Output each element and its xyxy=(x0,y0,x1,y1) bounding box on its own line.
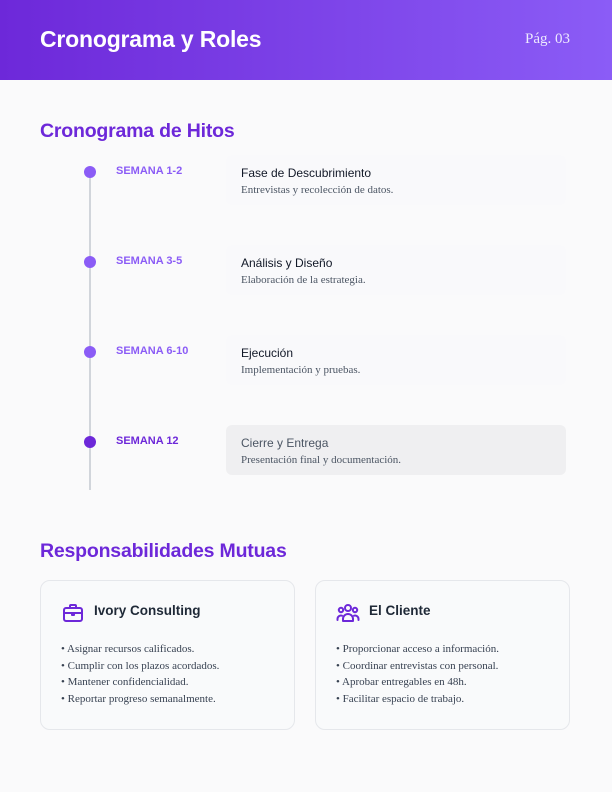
milestone-desc: Elaboración de la estrategia. xyxy=(241,274,366,286)
milestone-card xyxy=(226,155,566,205)
milestone-title: Fase de Descubrimiento xyxy=(241,166,372,180)
page-number: Pág. 03 xyxy=(525,31,570,47)
milestone-week: SEMANA 6-10 xyxy=(116,345,189,357)
page-title: Cronograma y Roles xyxy=(40,26,262,52)
milestone-card xyxy=(226,425,566,475)
milestone-title: Ejecución xyxy=(241,346,294,360)
milestone-card xyxy=(226,335,566,385)
milestone-dot xyxy=(84,256,96,268)
milestone-dot xyxy=(84,346,96,358)
responsibilities-title: Responsabilidades Mutuas xyxy=(40,540,287,562)
users-icon xyxy=(336,601,360,625)
milestone-desc: Presentación final y documentación. xyxy=(241,454,402,466)
timeline-title: Cronograma de Hitos xyxy=(40,120,235,142)
list-item: • Reportar progreso semanalmente. xyxy=(61,692,216,705)
milestone-title: Cierre y Entrega xyxy=(241,436,329,450)
milestone-4 xyxy=(0,425,612,475)
milestone-desc: Entrevistas y recolección de datos. xyxy=(241,184,394,196)
milestone-1 xyxy=(0,155,612,205)
briefcase-icon xyxy=(61,601,85,625)
responsibility-name: El Cliente xyxy=(369,603,431,618)
milestone-card xyxy=(226,245,566,295)
milestone-dot xyxy=(84,166,96,178)
milestone-week: SEMANA 12 xyxy=(116,435,179,447)
list-item: • Cumplir con los plazos acordados. xyxy=(61,659,220,672)
responsibility-card-client xyxy=(315,580,570,730)
milestone-3 xyxy=(0,335,612,385)
milestone-2 xyxy=(0,245,612,295)
responsibility-card-consultant xyxy=(40,580,295,730)
milestone-title: Análisis y Diseño xyxy=(241,256,333,270)
list-item: • Proporcionar acceso a información. xyxy=(336,643,499,655)
list-item: • Facilitar espacio de trabajo. xyxy=(336,692,465,705)
responsibility-list xyxy=(336,641,499,707)
list-item: • Mantener confidencialidad. xyxy=(61,676,189,688)
milestone-desc: Implementación y pruebas. xyxy=(241,364,361,376)
responsibility-name: Ivory Consulting xyxy=(94,603,201,618)
list-item: • Coordinar entrevistas con personal. xyxy=(336,659,499,672)
milestone-week: SEMANA 3-5 xyxy=(116,255,183,267)
list-item: • Aprobar entregables en 48h. xyxy=(336,676,467,688)
responsibility-list xyxy=(61,641,219,707)
page-header xyxy=(0,0,612,80)
milestone-week: SEMANA 1-2 xyxy=(116,165,183,177)
milestone-dot xyxy=(84,436,96,448)
list-item: • Asignar recursos calificados. xyxy=(61,643,195,655)
